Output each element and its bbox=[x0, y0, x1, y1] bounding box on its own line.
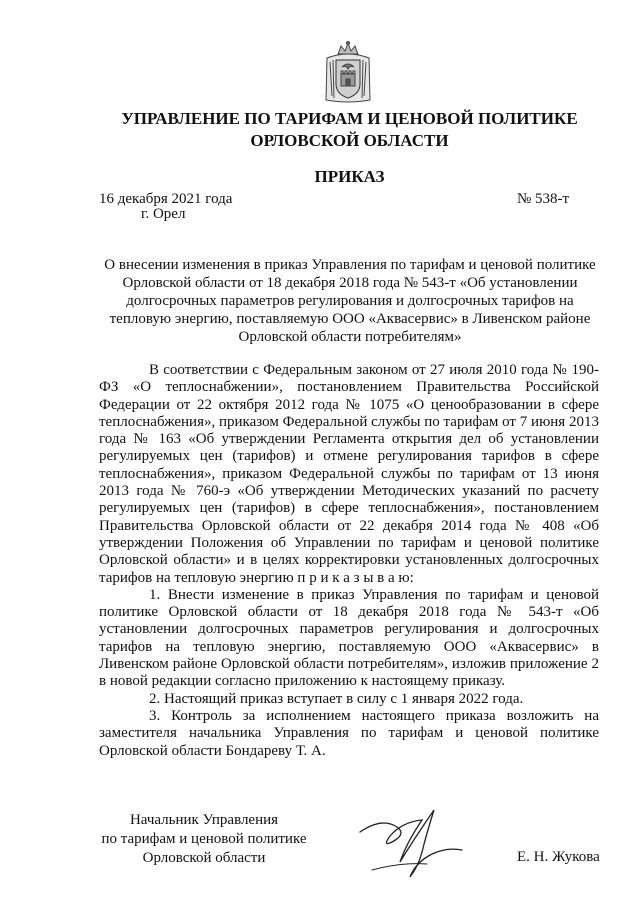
signatory-title bbox=[99, 811, 309, 868]
organization-name-line2: ОРЛОВСКОЙ ОБЛАСТИ bbox=[250, 131, 449, 150]
order-item-1: 1. Внести изменение в приказ Управления по тарифам и ценовой политике Орловской области от 18 декабря 2018 года № 543-т «Об установлении долгосрочных параметров регулирования и долгосрочных тарифов на тепловую энергию, поставляемую ООО «Аквасервис» в Ливенском районе Орловской области потребителям», изложив приложение 2 в новой редакции согласно приложению к настоящему приказу. bbox=[99, 586, 599, 690]
subject-line: Орловской области от 18 декабря 2018 года № 543-т «Об установлении bbox=[122, 275, 578, 291]
signatory-title-line3: Орловской области bbox=[142, 850, 266, 866]
subject-line: тепловую энергию, поставляемую ООО «Аквасервис» в Ливенском районе bbox=[109, 311, 591, 327]
subject-line: долгосрочных параметров регулирования и долгосрочных тарифов на bbox=[126, 293, 574, 309]
document-date: 16 декабря 2021 года bbox=[99, 191, 233, 207]
subject-line: Орловской области потребителям» bbox=[238, 329, 462, 345]
order-item-3: 3. Контроль за исполнением настоящего приказа возложить на заместителя начальника Управления по тарифам и ценовой политике Орловской области Бондареву Т. А. bbox=[99, 707, 599, 759]
orel-oblast-coat-of-arms-icon bbox=[323, 40, 373, 104]
document-body bbox=[99, 362, 599, 760]
signatory-title-line1: Начальник Управления bbox=[129, 812, 279, 828]
document-type: ПРИКАЗ bbox=[314, 167, 385, 186]
preamble-paragraph: В соответствии с Федеральным законом от 27 июля 2010 года № 190-ФЗ «О теплоснабжении», постановлением Правительства Российской Федерации от 22 октября 2012 года № 1075 «О ценообразовании в сфере теплоснабжения», приказом Федеральной службы по тарифам от 7 июня 2013 года № 163 «Об утверждении Регламента открытия дел об установлении регулируемых цен (тарифов) и отмене регулирования тарифов в сфере теплоснабжения», приказом Федеральной службы по тарифам от 13 июня 2013 года № 760-э «Об утверждении Методических указаний по расчету регулируемых цен (тарифов) в сфере теплоснабжения», постановлением Правительства Орловской области от 22 декабря 2014 года № 408 «Об утверждении Положения об Управлении по тарифам и ценовой политике Орловской области» и в целях корректировки установленных долгосрочных тарифов на тепловую энергию п р и к а з ы в а ю: bbox=[99, 362, 599, 586]
document-city: г. Орел bbox=[141, 206, 186, 222]
handwritten-signature-icon bbox=[352, 792, 472, 887]
signatory-title-line2: по тарифам и ценовой политике bbox=[101, 831, 307, 847]
document-number: № 538-т bbox=[517, 191, 570, 207]
organization-name bbox=[0, 108, 639, 152]
subject-line: О внесении изменения в приказ Управления по тарифам и ценовой политике bbox=[104, 257, 596, 273]
order-item-2: 2. Настоящий приказ вступает в силу с 1 января 2022 года. bbox=[149, 690, 524, 707]
organization-name-line1: УПРАВЛЕНИЕ ПО ТАРИФАМ И ЦЕНОВОЙ ПОЛИТИКЕ bbox=[121, 109, 578, 128]
signatory-name: Е. Н. Жукова bbox=[517, 849, 600, 865]
document-subject bbox=[100, 256, 600, 346]
